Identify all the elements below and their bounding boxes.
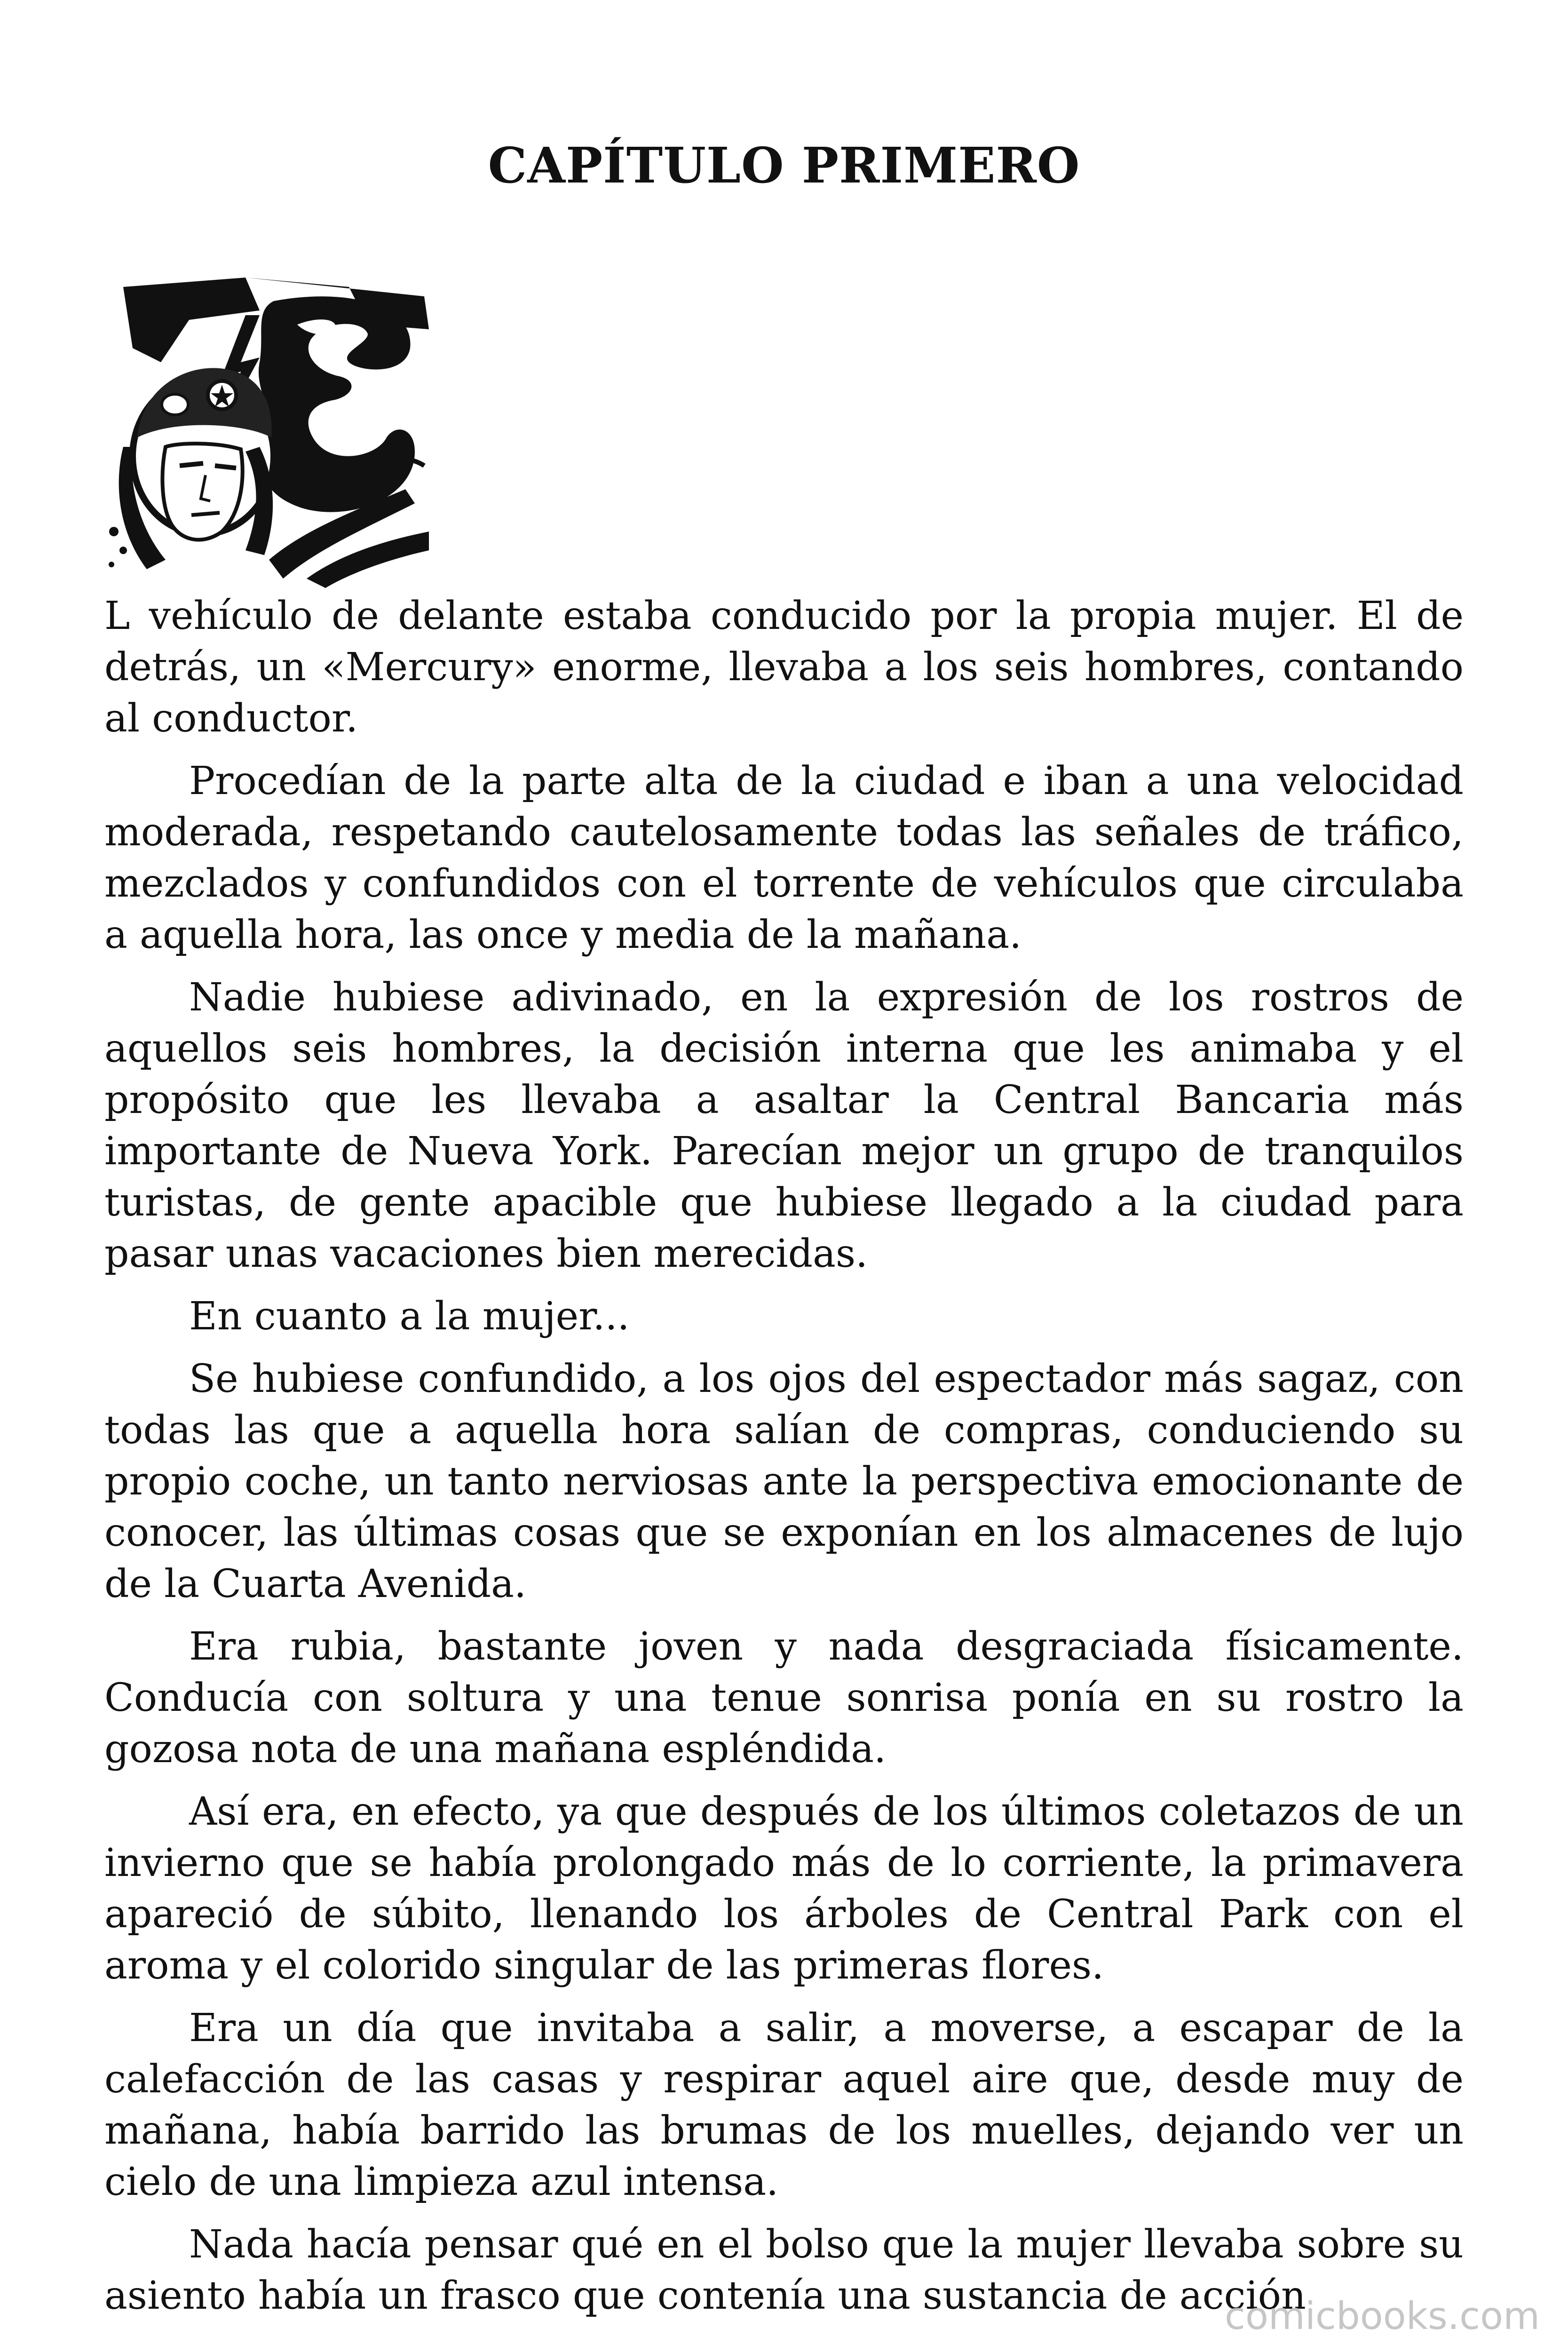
pilot-face-icon [119, 368, 274, 569]
dropcap-illustration [104, 268, 434, 588]
paragraph-9: Nada hacía pensar qué en el bolso que la mujer llevaba sobre su asiento había un frasco que contenía una sustancia de acción [104, 2222, 1464, 2318]
paragraph-1: L vehículo de delante estaba conducido por la propia mujer. El de detrás, un «Mercury» enorme, llevaba a los seis hombres, contando al conductor. [104, 594, 1464, 741]
paragraph-5: Se hubiese confundido, a los ojos del espectador más sagaz, con todas las que a aquella hora salían de compras, conduciendo su propio coche, un tanto nerviosas ante la perspectiva emocionante de conocer, las últimas cosas que se exponían en los almacenes de lujo de la Cuarta Avenida. [104, 1357, 1464, 1606]
paragraph-2: Procedían de la parte alta de la ciudad e iban a una velocidad moderada, respetando cautelosamente todas las señales de tráfico, mezclados y confundidos con el torrente de vehículos que circulaba a aquella hora, las once y media de la mañana. [104, 759, 1464, 957]
paragraph-7: Así era, en efecto, ya que después de los últimos coletazos de un invierno que se había prolongado más de lo corriente, la primavera apareció de súbito, llenando los árboles de Central Park con el aroma y el colorido singular de las primeras flores. [104, 1789, 1464, 1988]
paragraph-6: Era rubia, bastante joven y nada desgraciada físicamente. Conducía con soltura y una tenue sonrisa ponía en su rostro la gozosa nota de una mañana espléndida. [104, 1624, 1464, 1772]
paragraph-8: Era un día que invitaba a salir, a moverse, a escapar de la calefacción de las casas y respirar aquel aire que, desde muy de mañana, había barrido las brumas de los muelles, dejando ver un cielo de una limpieza azul intensa. [104, 2006, 1464, 2204]
paragraph-3: Nadie hubiese adivinado, en la expresión de los rostros de aquellos seis hombres, la decisión interna que les animaba y el propósito que les llevaba a asaltar la Central Bancaria más importante de Nueva York. Parecían mejor un grupo de tranquilos turistas, de gente apacible que hubiese llegado a la ciudad para pasar unas vacaciones bien merecidas. [104, 975, 1464, 1276]
paragraph-4: En cuanto a la mujer... [189, 1294, 630, 1339]
watermark: comicbooks.com [1224, 2294, 1540, 2338]
chapter-title: CAPÍTULO PRIMERO [488, 136, 1080, 194]
body-text [104, 590, 1464, 2333]
dropcap-letter-e-icon [259, 296, 415, 512]
